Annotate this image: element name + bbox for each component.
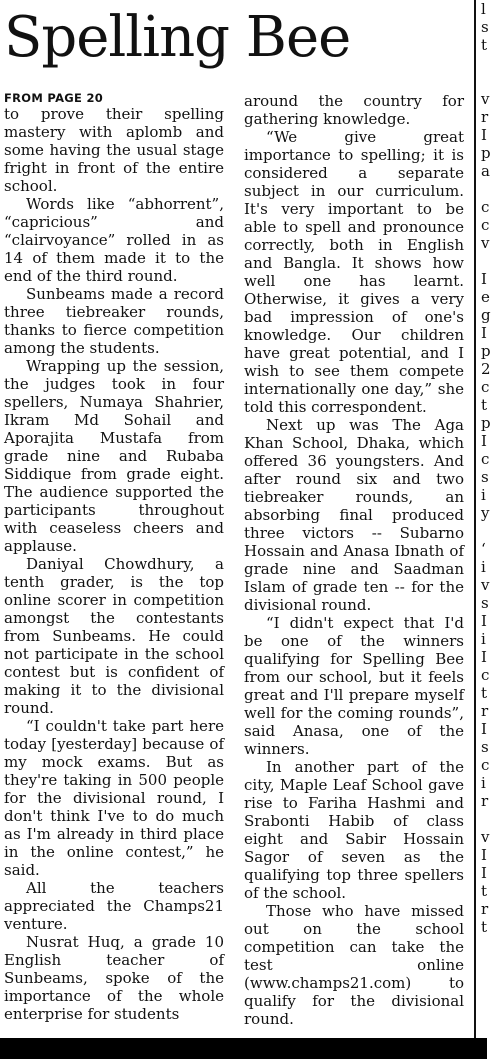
edge-fragment: c [481,756,490,774]
edge-fragment: p [481,342,491,360]
edge-fragment: t [481,918,488,936]
edge-fragment: t [481,882,488,900]
edge-fragment: y [481,504,490,522]
paragraph: Words like “abhorrent”, “capricious” and “clairvoyance” rolled in as 14 of them made it to the end of the third round. [4,195,224,285]
edge-fragment: c [481,666,490,684]
headline: Spelling Bee [4,5,351,70]
paragraph: “We give great importance to spelling; it is considered a separate subject in our curriculum. It's very important to be able to spell and pronounce correctly, both in English and Bangla. It shows how well one has learnt. Otherwise, it gives a very bad impression of one's knowledge. Our children have great potential, and I wish to see them compete internationally one day,” she told this correspondent. [244,128,464,416]
article-column-left [4,91,224,1023]
paragraph: Those who have missed out on the school competition can take the test online (www.champs21.com) to qualify for the divisional round. [244,902,464,1028]
edge-fragment: t [481,684,488,702]
paragraph: Daniyal Chowdhury, a tenth grader, is the top online scorer in competition amongst the contestants from Sunbeams. He could not participate in the school contest but is confident of making it to the divisional round. [4,555,224,717]
edge-fragment: c [481,216,490,234]
edge-fragment: v [481,234,490,252]
edge-fragment [481,72,487,90]
edge-fragment: p [481,144,491,162]
edge-fragment: c [481,450,490,468]
edge-fragment: s [481,18,489,36]
adjacent-column-fragment [481,0,491,1038]
edge-fragment: I [481,126,487,144]
paragraph: In another part of the city, Maple Leaf School gave rise to Fariha Hashmi and Srabonti Habib of class eight and Sabir Hossain Sagor of seven as the qualifying top three spellers of the school. [244,758,464,902]
edge-fragment: r [481,108,489,126]
edge-fragment: I [481,846,487,864]
edge-fragment: v [481,90,490,108]
edge-fragment: I [481,864,487,882]
edge-fragment: s [481,738,489,756]
edge-fragment: i [481,486,486,504]
edge-fragment: s [481,594,489,612]
paragraph: “I couldn't take part here today [yesterday] because of my mock exams. But as they're taking in 500 people for the divisional round, I don't think I've to do much as I'm already in third place in the online contest,” he said. [4,717,224,879]
edge-fragment: e [481,288,490,306]
paragraph: “I didn't expect that I'd be one of the winners qualifying for Spelling Bee from our school, but it feels great and I'll prepare myself well for the coming rounds”, said Anasa, one of the winners. [244,614,464,758]
edge-fragment [481,252,487,270]
edge-fragment: a [481,162,490,180]
edge-fragment: c [481,378,490,396]
edge-fragment: I [481,270,487,288]
edge-fragment: I [481,720,487,738]
paragraph: to prove their spelling mastery with aplomb and some having the usual stage fright in front of the entire school. [4,105,224,195]
edge-fragment: g [481,306,491,324]
edge-fragment: ‘ [481,540,486,558]
paragraph: Sunbeams made a record three tiebreaker rounds, thanks to fierce competition among the students. [4,285,224,357]
paragraph: All the teachers appreciated the Champs21 venture. [4,879,224,933]
edge-fragment: l [481,0,486,18]
edge-fragment: r [481,900,489,918]
bottom-bar [0,1038,487,1059]
edge-fragment: v [481,576,490,594]
edge-fragment [481,180,487,198]
edge-fragment: i [481,774,486,792]
article-column-right [244,92,464,1028]
edge-fragment: I [481,648,487,666]
edge-fragment [481,810,487,828]
edge-fragment [481,522,487,540]
edge-fragment: t [481,36,488,54]
edge-fragment: I [481,612,487,630]
edge-fragment: I [481,324,487,342]
edge-fragment: p [481,414,491,432]
paragraph: Next up was The Aga Khan School, Dhaka, which offered 36 youngsters. And after round six and two tiebreaker rounds, an absorbing final produced three victors -- Subarno Hossain and Anasa Ibnath of grade nine and Saadman Islam of grade ten -- for the divisional round. [244,416,464,614]
edge-fragment: I [481,432,487,450]
paragraph: Wrapping up the session, the judges took in four spellers, Numaya Shahrier, Ikram Md Sohail and Aporajita Mustafa from grade nine and Rubaba Siddique from grade eight. The audience supported the participants throughout with ceaseless cheers and applause. [4,357,224,555]
edge-fragment: r [481,792,489,810]
column-divider [474,0,476,1038]
paragraph: around the country for gathering knowledge. [244,92,464,128]
edge-fragment: v [481,828,490,846]
edge-fragment: t [481,396,488,414]
jump-line: FROM PAGE 20 [4,91,104,105]
edge-fragment: r [481,702,489,720]
edge-fragment: 2 [481,360,491,378]
paragraph: Nusrat Huq, a grade 10 English teacher of Sunbeams, spoke of the importance of the whole enterprise for students [4,933,224,1023]
edge-fragment [481,54,487,72]
edge-fragment: i [481,630,486,648]
edge-fragment: c [481,198,490,216]
edge-fragment: i [481,558,486,576]
edge-fragment: s [481,468,489,486]
